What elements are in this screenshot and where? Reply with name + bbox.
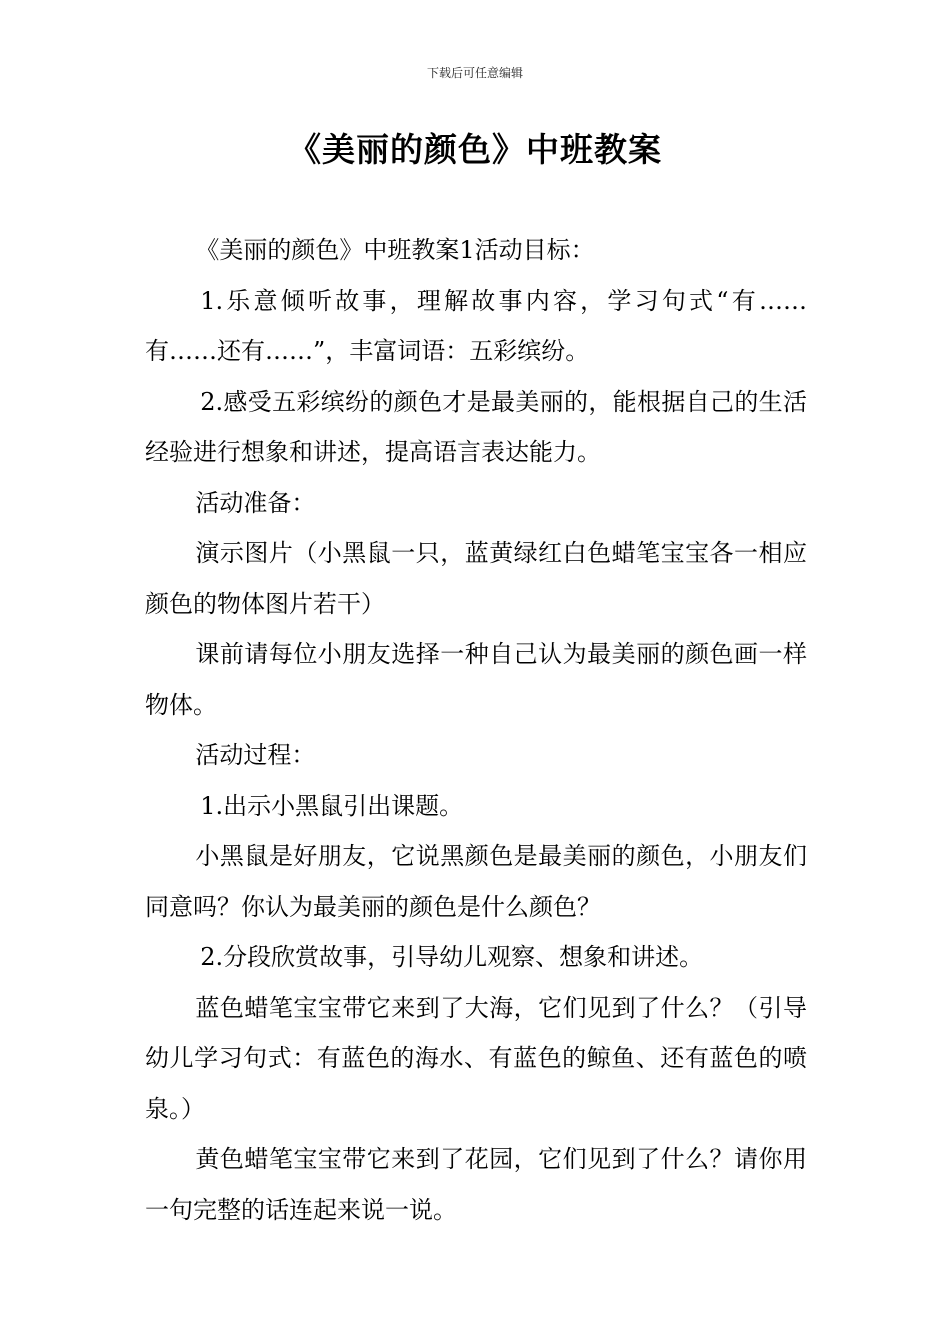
paragraph-objective-1: 1.乐意倾听故事，理解故事内容，学习句式“有……有……还有……”，丰富词语：五彩缤纷。: [145, 286, 807, 365]
paragraph-objective-2: 2.感受五彩缤纷的颜色才是最美丽的，能根据自己的生活经验进行想象和讲述，提高语言表达能力。: [145, 387, 807, 466]
header-note: 下载后可任意编辑: [426, 66, 523, 80]
paragraph-process-text-1: 小黑鼠是好朋友，它说黑颜色是最美丽的颜色，小朋友们同意吗？你认为最美丽的颜色是什么颜色？: [145, 842, 807, 921]
paragraph-preparation-heading: 活动准备：: [195, 488, 316, 517]
paragraph-preparation-2: 课前请每位小朋友选择一种自己认为最美丽的颜色画一样物体。: [145, 640, 807, 719]
page-title: 《美丽的颜色》中班教案: [288, 130, 662, 169]
paragraph-preparation-1: 演示图片（小黑鼠一只，蓝黄绿红白色蜡笔宝宝各一相应颜色的物体图片若干）: [145, 539, 807, 618]
paragraph-objectives-heading: 《美丽的颜色》中班教案1活动目标：: [195, 236, 595, 264]
paragraph-process-step-2: 2.分段欣赏故事，引导幼儿观察、想象和讲述。: [200, 943, 704, 971]
document-body: [145, 225, 807, 1235]
paragraph-process-heading: 活动过程：: [195, 741, 316, 769]
paragraph-process-text-2: 蓝色蜡笔宝宝带它来到了大海，它们见到了什么？（引导幼儿学习句式：有蓝色的海水、有蓝色的鲸鱼、还有蓝色的喷泉。）: [145, 993, 807, 1123]
paragraph-process-step-1: 1.出示小黑鼠引出课题。: [200, 791, 464, 820]
paragraph-process-text-3: 黄色蜡笔宝宝带它来到了花园，它们见到了什么？请你用一句完整的话连起来说一说。: [145, 1145, 807, 1224]
